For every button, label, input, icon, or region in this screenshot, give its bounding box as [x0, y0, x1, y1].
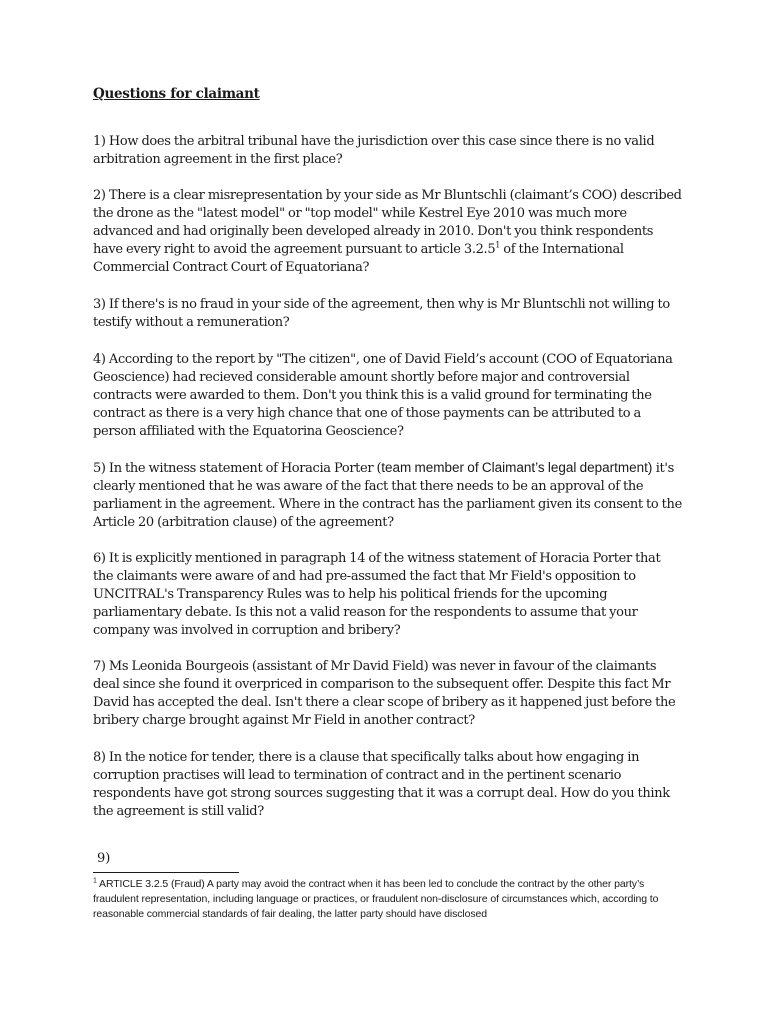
- footnote-text: ARTICLE 3.2.5 (Fraud) A party may avoid the contract when it has been led to conclude the contract by the other party’s fraudulent representation, including language or practices, or fraudulent non-disclosure of circumstances which, according to reasonable commercial standards of fair dealing, the latter party should have disclosed: [93, 878, 659, 920]
- question-2: [93, 187, 683, 277]
- question-7: 7) Ms Leonida Bourgeois (assistant of Mr David Field) was never in favour of the claimants deal since she found it overpriced in comparison to the subsequent offer. Despite this fact Mr David has accepted the deal. Isn't there a clear scope of bribery as it happened just before the bribery charge brought against Mr Field in another contract?: [93, 659, 676, 728]
- question-4: 4) According to the report by "The citizen", one of David Field’s account (COO of Equatoriana Geoscience) had recieved considerable amount shortly before major and controversial contracts were awarded to them. Don't you think this is a valid ground for terminating the contract as there is a very high chance that one of those payments can be attributed to a person affiliated with the Equatorina Geoscience?: [93, 352, 673, 439]
- question-8: 8) In the notice for tender, there is a clause that specifically talks about how engaging in corruption practises will lead to termination of contract and in the pertinent scenario respondents have got strong sources suggesting that it was a corrupt deal. How do you think the agreement is still valid?: [93, 750, 670, 819]
- question-2-text-end: of the International Commercial Contract Court of Equatoriana?: [93, 242, 624, 275]
- question-5-text-end: it's clearly mentioned that he was aware of the fact that there needs to be an approval of the parliament in the agreement. Where in the contract has the parliament given its consent to the Article 20 (arbitration clause) of the agreement?: [93, 461, 682, 530]
- question-5-text: 5) In the witness statement of Horacia Porter (: [93, 461, 382, 476]
- question-5-role: team member of Claimant’s legal department): [381, 460, 653, 475]
- page-title: Questions for claimant: [93, 86, 260, 102]
- question-9: 9): [97, 851, 111, 866]
- question-3: 3) If there's is no fraud in your side of the agreement, then why is Mr Bluntschli not willing to testify without a remuneration?: [93, 297, 670, 330]
- footnote-separator: [93, 872, 239, 873]
- question-1: 1) How does the arbitral tribunal have the jurisdiction over this case since there is no valid arbitration agreement in the first place?: [93, 134, 655, 167]
- question-5: [93, 459, 683, 532]
- question-2-text: 2) There is a clear misrepresentation by your side as Mr Bluntschli (claimant’s COO) described the drone as the "latest model" or "top model" while Kestrel Eye 2010 was much more advanced and had originally been developed already in 2010. Don't you think respondents have every right to avoid the agreement pursuant to article 3.2.5: [93, 188, 682, 257]
- footnote: [93, 877, 668, 922]
- footnote-reference: 1: [495, 240, 501, 250]
- question-6: 6) It is explicitly mentioned in paragraph 14 of the witness statement of Horacia Porter that the claimants were aware of and had pre-assumed the fact that Mr Field's opposition to UNCITRAL's Transparency Rules was to help his political friends for the upcoming parliamentary debate. Is this not a valid reason for the respondents to assume that your company was involved in corruption and bribery?: [93, 551, 661, 638]
- footnote-mark: 1: [93, 877, 97, 885]
